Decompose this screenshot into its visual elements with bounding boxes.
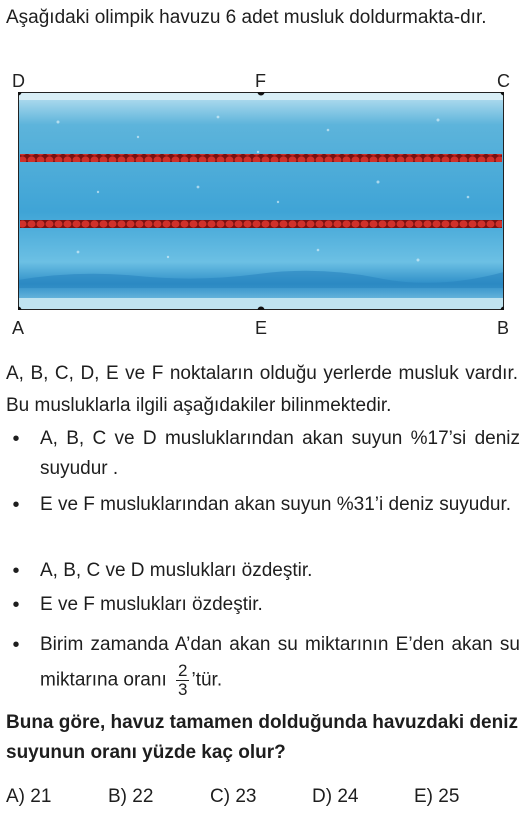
point-label-c: C (497, 71, 510, 91)
bullet-icon: • (12, 560, 20, 582)
ratio-fraction (176, 662, 189, 699)
intro-text: Aşağıdaki olimpik havuzu 6 adet musluk doldurmakta-dır. (6, 7, 487, 28)
lane-rope-top (20, 154, 502, 162)
question-text: Buna göre, havuz tamamen dolduğunda havuzdaki deniz suyunun oranı yüzde kaç olur? (6, 712, 519, 763)
info-item-ratio (6, 628, 520, 699)
info-item-text: E ve F muslukları özdeştir. (40, 594, 263, 615)
point-label-d: D (12, 71, 25, 91)
problem-paragraph: A, B, C, D, E ve F noktaların olduğu yerlerde musluk vardır. Bu musluklarla ilgili aşağıdakiler bilinmektedir. (6, 363, 518, 416)
choice-e[interactable]: E) 25 (414, 786, 460, 807)
fraction-numerator: 2 (178, 661, 188, 680)
info-item (6, 490, 520, 556)
info-item-text: A, B, C ve D muslukları özdeştir. (40, 560, 313, 581)
bullet-icon: • (12, 594, 20, 616)
choice-a[interactable]: A) 21 (6, 786, 52, 807)
info-item-text: A, B, C ve D musluklarından akan suyun %17’si deniz suyudur . (40, 428, 520, 479)
bullet-icon: • (12, 428, 20, 450)
info-item-text: E ve F musluklarından akan suyun %31’i deniz suyudur. (40, 494, 512, 515)
point-label-b: B (497, 318, 510, 338)
pool-illustration (18, 92, 504, 310)
ratio-text-before: Birim zamanda A’dan akan su miktarının E’den akan su miktarına oranı (40, 634, 520, 691)
point-label-a: A (12, 318, 25, 338)
fraction-denominator: 3 (178, 680, 188, 699)
answer-choices (6, 786, 516, 808)
bullet-icon: • (12, 634, 20, 656)
lane-rope-bottom (20, 220, 502, 228)
point-label-f: F (255, 71, 266, 91)
info-list (6, 424, 520, 699)
pool-svg (18, 92, 504, 310)
choice-b[interactable]: B) 22 (108, 786, 154, 807)
choice-c[interactable]: C) 23 (210, 786, 257, 807)
info-item (6, 556, 520, 590)
point-label-e: E (255, 318, 268, 338)
ratio-text-after: ’tür. (191, 669, 223, 691)
bullet-icon: • (12, 494, 20, 516)
info-item (6, 590, 520, 628)
info-item (6, 424, 520, 490)
choice-d[interactable]: D) 24 (312, 786, 359, 807)
